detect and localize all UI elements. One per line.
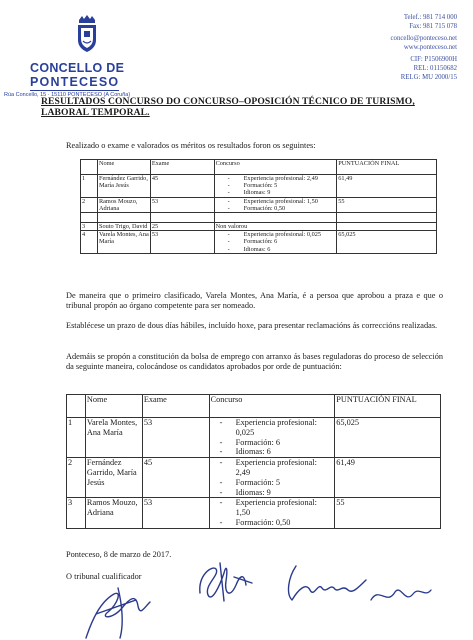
cell-num: 4: [81, 231, 98, 254]
header-cell: [67, 395, 86, 418]
rel: REL: 01150682: [413, 64, 457, 72]
fax: Fax: 981 715 078: [409, 22, 457, 30]
org-name-line1: CONCELLO DE: [30, 61, 125, 75]
signature-1: [190, 555, 270, 605]
table-row: [67, 418, 441, 458]
cell-exam: 53: [142, 418, 209, 458]
list-item: - Formación: 0,50: [216, 205, 336, 212]
cell-num: 2: [81, 197, 98, 212]
list-item: - Idiomas: 6: [216, 246, 336, 253]
cell-num: 1: [67, 418, 86, 458]
cell-name: Fernández Garrido, María Jesús: [97, 175, 150, 198]
cell-concurso: [209, 418, 335, 458]
relg: RELG: MU 2000/15: [400, 73, 457, 81]
cell-concurso: [214, 175, 337, 198]
first-place-paragraph: De maneira que o primeiro clasificado, Varela Montes, Ana María, é a persoa que aprobou a praza e que o tribunal propón ao órgano competente para ser nomeado.: [66, 291, 443, 311]
contact-block: [391, 14, 457, 82]
cell-exam: 45: [142, 458, 209, 498]
cell-exam: 45: [150, 175, 214, 198]
cell-num: 3: [81, 223, 98, 231]
cell-exam: 53: [150, 231, 214, 254]
org-name-line2: PONTECESO: [30, 75, 120, 89]
header-cell: PUNTUACIÓN FINAL: [335, 395, 441, 418]
cell-num: 2: [67, 458, 86, 498]
table-row: [81, 175, 437, 198]
list-item: - Experiencia profesional: 0,025: [211, 418, 334, 438]
table-row: [81, 231, 437, 254]
header-cell: Nome: [97, 160, 150, 175]
org-address: Rúa Concello, 15 · 15110 PONTECESO (A Coruña): [4, 92, 131, 98]
results-table: [80, 159, 437, 254]
cell-concurso: [209, 498, 335, 528]
list-item: - Experiencia profesional: 1,50: [211, 498, 334, 518]
table-header-row: [67, 395, 441, 418]
email: concello@ponteceso.net: [390, 35, 457, 43]
cell-name: Ramos Mouzo, Adriana: [85, 498, 142, 528]
coat-of-arms-icon: [74, 14, 100, 54]
table-row: [67, 458, 441, 498]
cell-concurso: [214, 231, 337, 254]
list-item: - Experiencia profesional: 2,49: [216, 175, 336, 182]
list-item: - Experiencia profesional: 1,50: [216, 198, 336, 205]
cell-name: Varela Montes, Ana María: [97, 231, 150, 254]
header-cell: Nome: [85, 395, 142, 418]
cell-exam: 25: [150, 223, 214, 231]
cell-num: 3: [67, 498, 86, 528]
list-item: - Idiomas: 6: [211, 447, 334, 457]
list-item: - Idiomas: 9: [211, 488, 334, 498]
signature-3: [365, 580, 435, 610]
cell-exam: 53: [142, 498, 209, 528]
header-cell: [81, 160, 98, 175]
list-item: - Formación: 0,50: [211, 518, 334, 528]
pool-paragraph: Ademáis se propón a constitución da bolsa de emprego con arranxo ás bases reguladoras do proceso de selección da seguinte maneira, colocándose os candidatos aprobados por orde de puntuación:: [66, 352, 443, 372]
cell-concurso: [214, 197, 337, 212]
list-item: - Idiomas: 9: [216, 189, 336, 196]
cell-final: [337, 223, 437, 231]
table-row-empty: [81, 213, 437, 223]
cell-final: 55: [335, 498, 441, 528]
list-item: - Formación: 5: [216, 182, 336, 189]
website: www.ponteceso.net: [403, 43, 457, 51]
list-item: - Formación: 6: [211, 438, 334, 448]
cell-final: 65,025: [335, 418, 441, 458]
list-item: - Formación: 6: [216, 238, 336, 245]
cell-name: Fernández Garrido, María Jesús: [85, 458, 142, 498]
cell-final: 61,49: [335, 458, 441, 498]
cell-name: Souto Trigo, David: [97, 223, 150, 231]
cell-num: 1: [81, 175, 98, 198]
intro-paragraph: Realizado o exame e valorados os méritos os resultados foron os seguintes:: [66, 141, 316, 150]
table-row: [81, 223, 437, 231]
cell-concurso: Non valorou: [214, 223, 337, 231]
table-header-row: [81, 160, 437, 175]
cell-exam: 53: [150, 197, 214, 212]
claims-paragraph: Establécese un prazo de dous días hábiles, incluído hoxe, para presentar reclamacións ás correccións realizadas.: [66, 321, 438, 330]
cell-final: 65,025: [337, 231, 437, 254]
cif: CIF: P1506900H: [410, 56, 457, 64]
header-cell: Concurso: [214, 160, 337, 175]
header-cell: Concurso: [209, 395, 335, 418]
header-cell: Exame: [150, 160, 214, 175]
list-item: - Experiencia profesional: 0,025: [216, 231, 336, 238]
list-item: - Formación: 5: [211, 478, 334, 488]
signature-4: [78, 584, 153, 640]
cell-final: 55: [337, 197, 437, 212]
tribunal-label: O tribunal cualificador: [66, 572, 142, 581]
cell-concurso: [209, 458, 335, 498]
signature-2: [278, 560, 373, 605]
list-item: - Experiencia profesional: 2,49: [211, 458, 334, 478]
phone: Telef.: 981 714 000: [403, 14, 457, 21]
document-date: Ponteceso, 8 de marzo de 2017.: [66, 550, 172, 559]
document-title: RESULTADOS CONCURSO DO CONCURSO–OPOSICIÓN TÉCNICO DE TURISMO, LABORAL TEMPORAL.: [41, 96, 415, 118]
cell-final: 61,49: [337, 175, 437, 198]
table-row: [67, 498, 441, 528]
header-cell: PUNTUACIÓN FINAL: [337, 160, 437, 175]
ranking-table: [66, 394, 441, 529]
table-row: [81, 197, 437, 212]
cell-name: Ramos Mouzo, Adriana: [97, 197, 150, 212]
header-cell: Exame: [142, 395, 209, 418]
cell-name: Varela Montes, Ana María: [85, 418, 142, 458]
